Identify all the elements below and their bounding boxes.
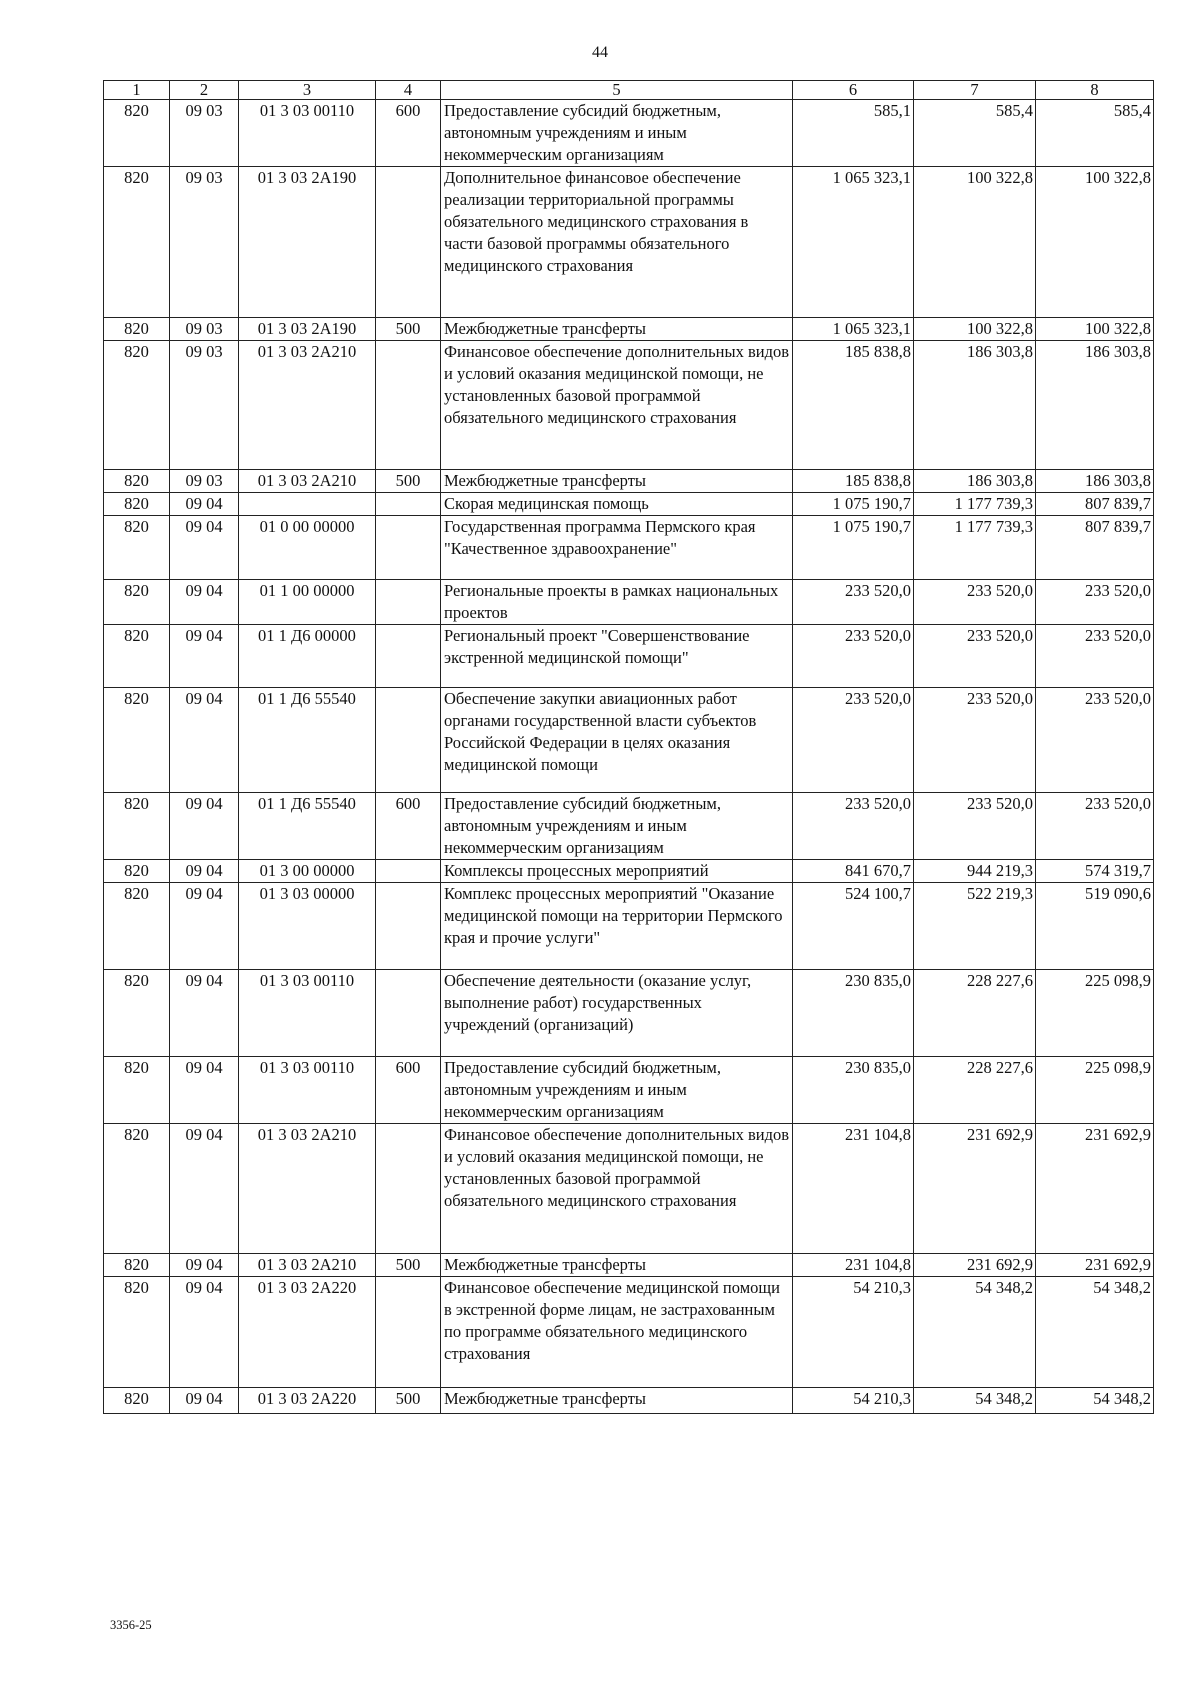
ministry-code-cell: 820 [104,793,170,860]
amount-col7-cell: 1 177 739,3 [914,516,1036,580]
target-article-cell: 01 3 03 2А220 [239,1388,376,1414]
expense-type-cell [376,1277,441,1388]
target-article-cell: 01 3 03 2А210 [239,470,376,493]
target-article-cell: 01 3 03 00000 [239,883,376,970]
table-row [104,341,1154,470]
ministry-code-cell: 820 [104,883,170,970]
description-cell: Дополнительное финансовое обеспечение реализации территориальной программы обязательного медицинского страхования в части базовой программы обязательного медицинского страхования [441,167,793,318]
amount-col7-cell: 1 177 739,3 [914,493,1036,516]
amount-col8-cell: 574 319,7 [1036,860,1154,883]
expense-type-cell: 500 [376,1388,441,1414]
table-row [104,1388,1154,1414]
table-row [104,516,1154,580]
amount-col7-cell: 944 219,3 [914,860,1036,883]
table-row [104,688,1154,793]
table-row [104,100,1154,167]
amount-col7-cell: 54 348,2 [914,1388,1036,1414]
ministry-code-cell: 820 [104,341,170,470]
header-row [104,81,1154,100]
description-cell: Межбюджетные трансферты [441,1388,793,1414]
expense-type-cell [376,860,441,883]
amount-col8-cell: 807 839,7 [1036,516,1154,580]
table-row [104,883,1154,970]
amount-col7-cell: 228 227,6 [914,970,1036,1057]
expense-type-cell [376,1124,441,1254]
column-header: 5 [441,81,793,100]
amount-col7-cell: 228 227,6 [914,1057,1036,1124]
table-row [104,580,1154,625]
amount-col7-cell: 231 692,9 [914,1124,1036,1254]
column-header: 8 [1036,81,1154,100]
ministry-code-cell: 820 [104,970,170,1057]
description-cell: Региональные проекты в рамках национальных проектов [441,580,793,625]
table-row [104,625,1154,688]
amount-col6-cell: 1 065 323,1 [793,318,914,341]
expense-type-cell: 600 [376,1057,441,1124]
column-header: 1 [104,81,170,100]
amount-col6-cell: 54 210,3 [793,1388,914,1414]
description-cell: Обеспечение закупки авиационных работ органами государственной власти субъектов Российской Федерации в целях оказания медицинской помощи [441,688,793,793]
section-code-cell: 09 03 [170,341,239,470]
target-article-cell: 01 1 00 00000 [239,580,376,625]
description-cell: Региональный проект "Совершенствование экстренной медицинской помощи" [441,625,793,688]
amount-col8-cell: 233 520,0 [1036,625,1154,688]
target-article-cell: 01 3 03 2А210 [239,341,376,470]
amount-col6-cell: 231 104,8 [793,1124,914,1254]
ministry-code-cell: 820 [104,1277,170,1388]
description-cell: Финансовое обеспечение дополнительных видов и условий оказания медицинской помощи, не установленных базовой программой обязательного медицинского страхования [441,1124,793,1254]
target-article-cell: 01 1 Д6 55540 [239,793,376,860]
column-header: 6 [793,81,914,100]
expense-type-cell [376,625,441,688]
target-article-cell: 01 3 03 2А190 [239,318,376,341]
column-header: 7 [914,81,1036,100]
amount-col6-cell: 230 835,0 [793,970,914,1057]
amount-col6-cell: 233 520,0 [793,625,914,688]
table-row [104,970,1154,1057]
section-code-cell: 09 04 [170,1254,239,1277]
target-article-cell: 01 3 03 00110 [239,970,376,1057]
table-row [104,470,1154,493]
section-code-cell: 09 04 [170,883,239,970]
amount-col6-cell: 1 075 190,7 [793,516,914,580]
ministry-code-cell: 820 [104,470,170,493]
section-code-cell: 09 04 [170,970,239,1057]
amount-col8-cell: 54 348,2 [1036,1277,1154,1388]
amount-col7-cell: 100 322,8 [914,167,1036,318]
column-header: 3 [239,81,376,100]
ministry-code-cell: 820 [104,318,170,341]
amount-col8-cell: 231 692,9 [1036,1124,1154,1254]
section-code-cell: 09 03 [170,100,239,167]
target-article-cell: 01 3 03 2А220 [239,1277,376,1388]
amount-col6-cell: 233 520,0 [793,793,914,860]
description-cell: Комплексы процессных мероприятий [441,860,793,883]
expense-type-cell [376,688,441,793]
section-code-cell: 09 04 [170,860,239,883]
expense-type-cell [376,493,441,516]
amount-col8-cell: 233 520,0 [1036,688,1154,793]
ministry-code-cell: 820 [104,860,170,883]
amount-col7-cell: 186 303,8 [914,470,1036,493]
expense-type-cell [376,516,441,580]
target-article-cell: 01 3 03 00110 [239,1057,376,1124]
section-code-cell: 09 04 [170,1057,239,1124]
expense-type-cell [376,580,441,625]
amount-col6-cell: 231 104,8 [793,1254,914,1277]
ministry-code-cell: 820 [104,580,170,625]
description-cell: Предоставление субсидий бюджетным, автономным учреждениям и иным некоммерческим организациям [441,100,793,167]
amount-col6-cell: 233 520,0 [793,688,914,793]
section-code-cell: 09 04 [170,1124,239,1254]
column-header: 2 [170,81,239,100]
amount-col8-cell: 100 322,8 [1036,318,1154,341]
description-cell: Государственная программа Пермского края "Качественное здравоохранение" [441,516,793,580]
description-cell: Скорая медицинская помощь [441,493,793,516]
amount-col6-cell: 1 075 190,7 [793,493,914,516]
ministry-code-cell: 820 [104,493,170,516]
table-row [104,860,1154,883]
expense-type-cell: 600 [376,793,441,860]
amount-col6-cell: 524 100,7 [793,883,914,970]
amount-col7-cell: 233 520,0 [914,688,1036,793]
section-code-cell: 09 03 [170,318,239,341]
amount-col8-cell: 233 520,0 [1036,793,1154,860]
document-code: 3356-25 [110,1618,152,1632]
description-cell: Финансовое обеспечение дополнительных видов и условий оказания медицинской помощи, не установленных базовой программой обязательного медицинского страхования [441,341,793,470]
description-cell: Предоставление субсидий бюджетным, автономным учреждениям и иным некоммерческим организациям [441,793,793,860]
table-row [104,318,1154,341]
amount-col8-cell: 186 303,8 [1036,470,1154,493]
amount-col8-cell: 186 303,8 [1036,341,1154,470]
amount-col6-cell: 1 065 323,1 [793,167,914,318]
target-article-cell: 01 0 00 00000 [239,516,376,580]
description-cell: Предоставление субсидий бюджетным, автономным учреждениям и иным некоммерческим организациям [441,1057,793,1124]
table-body [104,100,1154,1414]
table-row [104,793,1154,860]
ministry-code-cell: 820 [104,1388,170,1414]
amount-col8-cell: 585,4 [1036,100,1154,167]
amount-col8-cell: 100 322,8 [1036,167,1154,318]
table-row [104,1057,1154,1124]
target-article-cell [239,493,376,516]
ministry-code-cell: 820 [104,688,170,793]
ministry-code-cell: 820 [104,100,170,167]
table-row [104,1277,1154,1388]
amount-col8-cell: 225 098,9 [1036,970,1154,1057]
section-code-cell: 09 04 [170,516,239,580]
amount-col7-cell: 522 219,3 [914,883,1036,970]
amount-col6-cell: 185 838,8 [793,470,914,493]
section-code-cell: 09 04 [170,688,239,793]
target-article-cell: 01 1 Д6 55540 [239,688,376,793]
section-code-cell: 09 04 [170,625,239,688]
table-row [104,493,1154,516]
table-row [104,1254,1154,1277]
ministry-code-cell: 820 [104,1254,170,1277]
expense-type-cell: 500 [376,318,441,341]
amount-col6-cell: 230 835,0 [793,1057,914,1124]
description-cell: Комплекс процессных мероприятий "Оказание медицинской помощи на территории Пермского края и прочие услуги" [441,883,793,970]
expense-type-cell [376,970,441,1057]
description-cell: Межбюджетные трансферты [441,318,793,341]
section-code-cell: 09 04 [170,580,239,625]
section-code-cell: 09 03 [170,167,239,318]
expense-type-cell: 500 [376,1254,441,1277]
target-article-cell: 01 3 03 2А210 [239,1124,376,1254]
amount-col8-cell: 233 520,0 [1036,580,1154,625]
amount-col7-cell: 186 303,8 [914,341,1036,470]
target-article-cell: 01 1 Д6 00000 [239,625,376,688]
ministry-code-cell: 820 [104,625,170,688]
amount-col6-cell: 185 838,8 [793,341,914,470]
table-row [104,167,1154,318]
section-code-cell: 09 04 [170,1388,239,1414]
target-article-cell: 01 3 00 00000 [239,860,376,883]
ministry-code-cell: 820 [104,167,170,318]
amount-col7-cell: 233 520,0 [914,625,1036,688]
amount-col7-cell: 233 520,0 [914,793,1036,860]
target-article-cell: 01 3 03 2А190 [239,167,376,318]
table-row [104,1124,1154,1254]
amount-col8-cell: 225 098,9 [1036,1057,1154,1124]
ministry-code-cell: 820 [104,1057,170,1124]
amount-col8-cell: 519 090,6 [1036,883,1154,970]
expense-type-cell [376,883,441,970]
amount-col8-cell: 231 692,9 [1036,1254,1154,1277]
expense-type-cell: 600 [376,100,441,167]
amount-col7-cell: 100 322,8 [914,318,1036,341]
description-cell: Межбюджетные трансферты [441,470,793,493]
amount-col6-cell: 841 670,7 [793,860,914,883]
target-article-cell: 01 3 03 2А210 [239,1254,376,1277]
amount-col7-cell: 233 520,0 [914,580,1036,625]
amount-col6-cell: 233 520,0 [793,580,914,625]
target-article-cell: 01 3 03 00110 [239,100,376,167]
description-cell: Обеспечение деятельности (оказание услуг, выполнение работ) государственных учреждений (организаций) [441,970,793,1057]
page-number: 44 [592,44,608,61]
section-code-cell: 09 04 [170,793,239,860]
amount-col6-cell: 585,1 [793,100,914,167]
expense-type-cell [376,167,441,318]
expense-type-cell: 500 [376,470,441,493]
column-header: 4 [376,81,441,100]
amount-col8-cell: 807 839,7 [1036,493,1154,516]
amount-col6-cell: 54 210,3 [793,1277,914,1388]
ministry-code-cell: 820 [104,1124,170,1254]
section-code-cell: 09 03 [170,470,239,493]
ministry-code-cell: 820 [104,516,170,580]
amount-col7-cell: 585,4 [914,100,1036,167]
expense-type-cell [376,341,441,470]
amount-col7-cell: 231 692,9 [914,1254,1036,1277]
description-cell: Финансовое обеспечение медицинской помощи в экстренной форме лицам, не застрахованным по программе обязательного медицинского страхования [441,1277,793,1388]
section-code-cell: 09 04 [170,1277,239,1388]
budget-table [103,80,1154,1414]
amount-col7-cell: 54 348,2 [914,1277,1036,1388]
amount-col8-cell: 54 348,2 [1036,1388,1154,1414]
section-code-cell: 09 04 [170,493,239,516]
description-cell: Межбюджетные трансферты [441,1254,793,1277]
